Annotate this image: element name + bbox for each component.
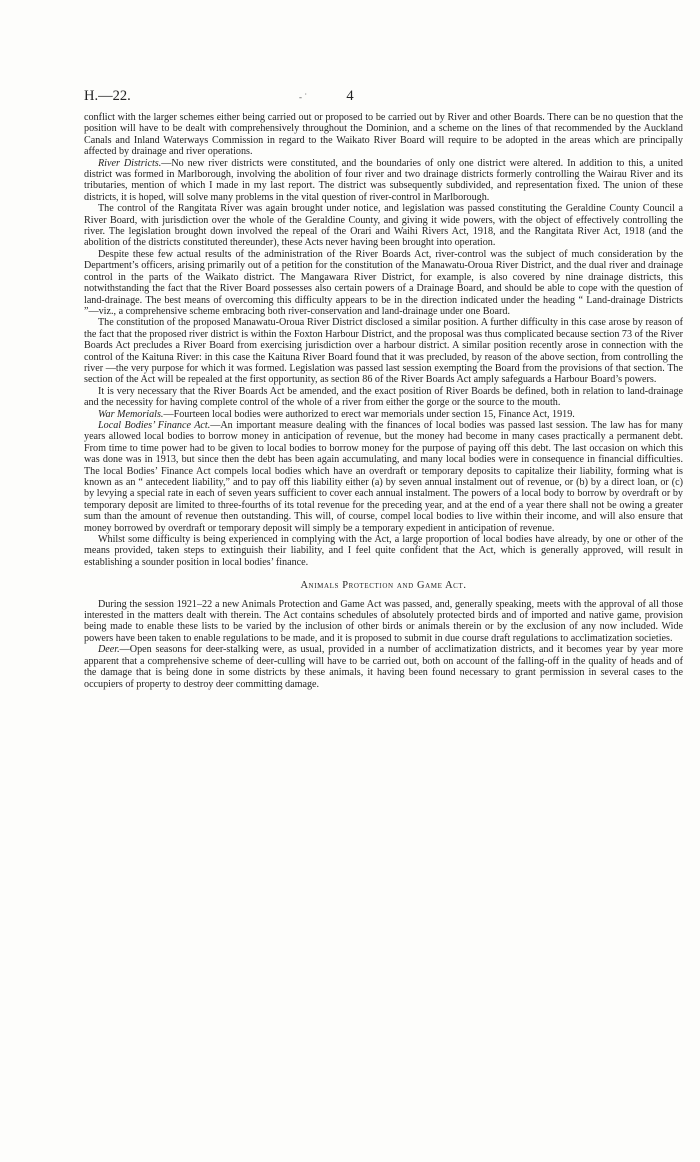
section-title: Deer.: [98, 644, 120, 656]
paragraph-text: —Fourteen local bodies were authorized to erect war memorials under section 15, Finance Act, 1919.: [163, 408, 575, 420]
document-body: [84, 112, 683, 690]
paragraph-text: —An important measure dealing with the finances of local bodies was passed last session. The law has for many years allowed local bodies to borrow money in anticipation of revenue, but the money had become in many cases practically a permanent debt. From time to time power had to be given to local bodies to borrow money for the purpose of paying off this debt. The last occasion on which this was done was in 1913, but since then the debt has been again accumulating, and many local bodies were in consequence in financial difficulties. The local Bodies’ Finance Act compels local bodies which have an overdraft or temporary deposits to capitalize their liability, forming what is known as an “ antecedent liability,” and to pay off this liability either (a) by seven annual instalment out of revenue, or (b) by a direct loan, or (c) by levying a special rate in each of seven years sufficient to cover each annual instalment. The powers of a local body to borrow by overdraft or by temporary deposit are limited to three-fourths of its total revenue for the preceding year, and at the end of a year there shall not be owing a greater sum than the amount of revenue then outstanding. This will, of course, compel local bodies to live within their income, and will also ensure that money borrowed by overdraft or temporary deposit will simply be a temporary expedient in anticipation of revenue.: [84, 419, 683, 534]
paragraph-text: —No new river districts were constituted, and the boundaries of only one district were altered. In addition to this, a united district was formed in Marlborough, involving the abolition of four river and two drainage districts formerly controlling the Wairau River and its tributaries, mention of which I made in my last report. The district was subsequently subdivided, and representation fixed. The union of these districts, it is hoped, will solve many problems in the vital question of river-control in Marlborough.: [84, 157, 683, 203]
paragraph: Despite these few actual results of the administration of the River Boards Act, river-control was the subject of much consideration by the Department’s officers, arising primarily out of a petition for the constitution of the Manawatu-Oroua River District, and the dual river and drainage control in the parts of the Waikato district. The Mangawara River District, for example, is also covered by nine drainage districts, this notwithstanding the fact that the River Board possesses also certain powers of a Drainage Board, and should be able to cope with the question of land-drainage. The best means of overcoming this difficulty appears to be in the direction indicated under the heading “ Land-drainage Districts ”—viz., a comprehensive scheme embracing both river-conservation and land-drainage under one Board.: [84, 248, 683, 317]
paragraph: Whilst some difficulty is being experienced in complying with the Act, a large proportion of local bodies have already, by one or other of the means provided, taken steps to extinguish their liability, and I feel quite confident that the Act, which is generally approved, will result in establishing a sounder position in local bodies’ finance.: [84, 534, 683, 568]
paragraph: It is very necessary that the River Boards Act be amended, and the exact position of River Boards be defined, both in relation to land-drainage and the necessity for having complete control of the whole of a river from either the gorge or the source to the mouth.: [84, 385, 683, 409]
paragraph: [84, 420, 683, 534]
paragraph: During the session 1921–22 a new Animals Protection and Game Act was passed, and, generally speaking, meets with the approval of all those interested in the matters dealt with therein. The Act contains schedules of absolutely protected birds and of imported and native game, provision being made to enable these lists to be varied by the inclusion of other birds or animals therein or by the exclusion of any now included. Wide powers have been taken to enable regulations to be made, and it is proposed to submit in due course draft regulations to acclimatization societies.: [84, 598, 683, 644]
section-heading: Animals Protection and Game Act.: [300, 580, 467, 592]
section-title: War Memorials.: [98, 408, 164, 420]
document-reference: H.—22.: [84, 88, 131, 104]
section-title: Local Bodies’ Finance Act.: [98, 419, 211, 431]
page-header: [84, 88, 616, 108]
paragraph: [84, 409, 683, 420]
page-number: 4: [346, 88, 354, 104]
paragraph: [84, 158, 683, 204]
section-title: River Districts.: [98, 157, 162, 169]
paragraph: The constitution of the proposed Manawatu-Oroua River District disclosed a similar position. A further difficulty in this case arose by reason of the fact that the proposed river district is within the Foxton Harbour District, and the proposal was thus complicated because section 73 of the River Boards Act precludes a River Board from exercising jurisdiction over a harbour district. A similar position recently arose in connection with the control of the Kaituna River: in this case the Kaituna River Board found that it was precluded, by reason of the above section, from controlling the river —the very purpose for which it was formed. Legislation was passed last session exempting the Board from the provisions of that section. The section of the Act will be repealed at the first opportunity, as section 86 of the River Boards Act amply safeguards a Harbour Board’s powers.: [84, 317, 683, 386]
paragraph-text: —Open seasons for deer-stalking were, as usual, provided in a number of acclimatization districts, and it becomes year by year more apparent that a comprehensive scheme of deer-culling will have to be carried out, both on account of the falling-off in the quality of heads and of the damage that is being done in some districts by these animals, it having been found necessary to grant permission in several cases to the occupiers of property to destroy deer committing damage.: [84, 644, 683, 690]
header-mark: - ˙: [299, 92, 308, 102]
paragraph: [84, 644, 683, 690]
paragraph: The control of the Rangitata River was again brought under notice, and legislation was passed constituting the Geraldine County Council a River Board, with jurisdiction over the whole of the Geraldine County, and giving it wide powers, with the object of effectively controlling the river. The legislation brought down involved the repeal of the Orari and Waihi Rivers Act, 1918, and the Rangitata River Act, 1918 (and the abolition of the districts constituted thereunder), these Acts never having been brought into operation.: [84, 203, 683, 249]
paragraph: conflict with the larger schemes either being carried out or proposed to be carried out by River and other Boards. There can be no question that the position will have to be dealt with comprehensively throughout the Dominion, and a scheme on the lines of that recommended by the Auckland Canals and Inland Waterways Commission in regard to the Waikato River Board will require to be adopted in the areas which are principally affected by drainage and river operations.: [84, 112, 683, 158]
